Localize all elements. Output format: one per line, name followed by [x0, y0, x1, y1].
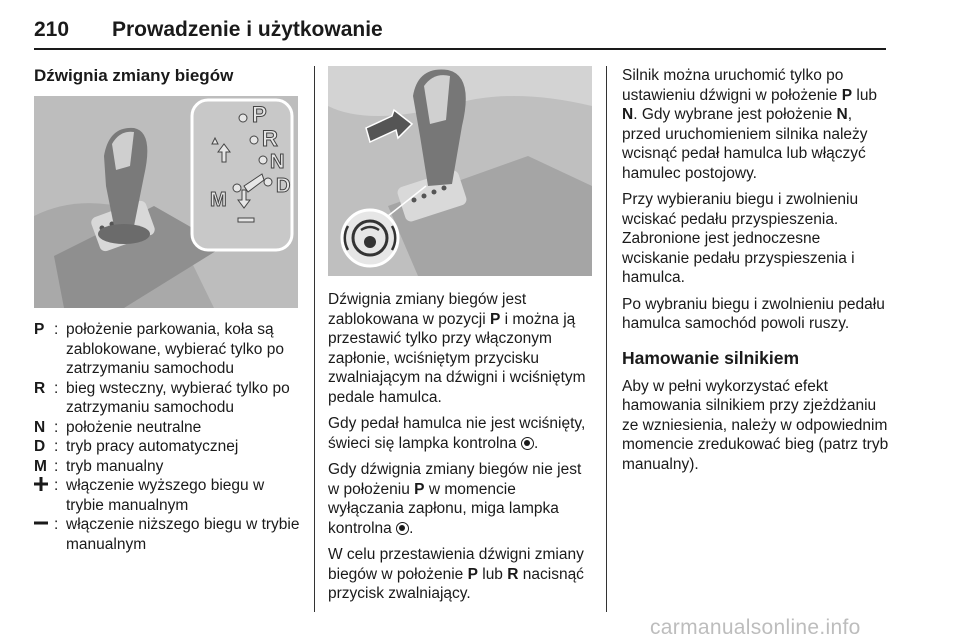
chapter-title: Prowadzenie i użytkowanie [112, 18, 383, 41]
position-description: włączenie niższego biegu w trybie manualnym [66, 516, 300, 553]
svg-text:D: D [276, 175, 291, 197]
paragraph: W celu przestawienia dźwigni zmiany biegów w położenie P lub R nacisnąć przycisk zwalniający. [328, 546, 584, 602]
position-key: P [34, 321, 45, 338]
position-key: D [34, 438, 46, 455]
column-3-text [622, 66, 890, 481]
gear-lever-illustration [34, 96, 298, 308]
paragraph: Dźwignia zmiany biegów jest zablokowana w pozycji P i można ją przestawić tylko przy włączonym zapłonie, wciśniętym przycisku zwalniającym na dźwigni i wciśniętym pedale hamulca. [328, 291, 586, 406]
header-rule [34, 48, 886, 50]
svg-text:N: N [270, 151, 285, 173]
column-2-text [328, 290, 594, 611]
paragraph: Po wybraniu biegu i zwolnieniu pedału hamulca samochód powoli ruszy. [622, 295, 885, 332]
subsection-title: Hamowanie silnikiem [622, 347, 800, 368]
paragraph: Przy wybieraniu biegu i zwolnieniu wciskać pedału przyspieszenia. Zabronione jest jednoczesne wciskanie pedału przyspieszenia i hamulca. [622, 191, 859, 286]
list-item: N : położenie neutralne [34, 418, 302, 438]
paragraph: Silnik można uruchomić tylko po ustawieniu dźwigni w położenie P lub N. Gdy wybrane jest położenie N, przed uruchomieniem silnika należy wcisnąć pedał hamulca lub włączyć hamulec postojowy. [622, 67, 878, 182]
position-description: bieg wsteczny, wybierać tylko po zatrzymaniu samochodu [66, 379, 290, 416]
release-button-illustration [328, 66, 592, 276]
position-description: tryb pracy automatycznej [66, 438, 239, 455]
minus-icon [34, 516, 48, 530]
list-item: : włączenie wyższego biegu w trybie manualnym [34, 476, 302, 515]
brake-warning-lamp-icon [396, 522, 409, 535]
position-key: R [34, 379, 46, 397]
column-divider [314, 66, 315, 612]
section-title: Dźwignia zmiany biegów [34, 66, 234, 85]
position-description: włączenie wyższego biegu w trybie manualnym [66, 477, 265, 514]
brake-warning-lamp-icon [521, 437, 534, 450]
position-description: tryb manualny [66, 457, 164, 475]
svg-text:M: M [210, 189, 227, 211]
page-header [34, 18, 383, 48]
plus-icon [34, 477, 48, 491]
position-key: N [34, 418, 46, 436]
watermark: carmanualsonline.info [650, 616, 861, 639]
list-item: R : bieg wsteczny, wybierać tylko po zatrzymaniu samochodu [34, 379, 302, 418]
list-item: P : położenie parkowania, koła są zablokowane, wybierać tylko po zatrzymaniu samochodu [34, 320, 302, 379]
page-number: 210 [34, 18, 70, 41]
paragraph: Gdy dźwignia zmiany biegów nie jest w położeniu P w momencie wyłączania zapłonu, miga lampka kontrolna . [328, 461, 582, 537]
paragraph: Aby w pełni wykorzystać efekt hamowania silnikiem przy zjeżdżaniu ze wzniesienia, należy w odpowiednim momencie zredukować bieg (patrz tryb manualny). [622, 377, 889, 473]
position-description: położenie parkowania, koła są zablokowane, wybierać tylko po zatrzymaniu samochodu [66, 321, 284, 377]
svg-text:R: R [262, 126, 278, 151]
svg-text:P: P [252, 102, 267, 127]
paragraph: Gdy pedał hamulca nie jest wciśnięty, świeci się lampka kontrolna . [328, 415, 586, 452]
list-item: M : tryb manualny [34, 457, 302, 477]
position-key: M [34, 457, 47, 475]
column-divider [606, 66, 607, 612]
position-description: położenie neutralne [66, 418, 202, 436]
list-item: D : tryb pracy automatycznej [34, 437, 302, 457]
gear-position-list [34, 320, 302, 554]
list-item: : włączenie niższego biegu w trybie manualnym [34, 515, 302, 554]
